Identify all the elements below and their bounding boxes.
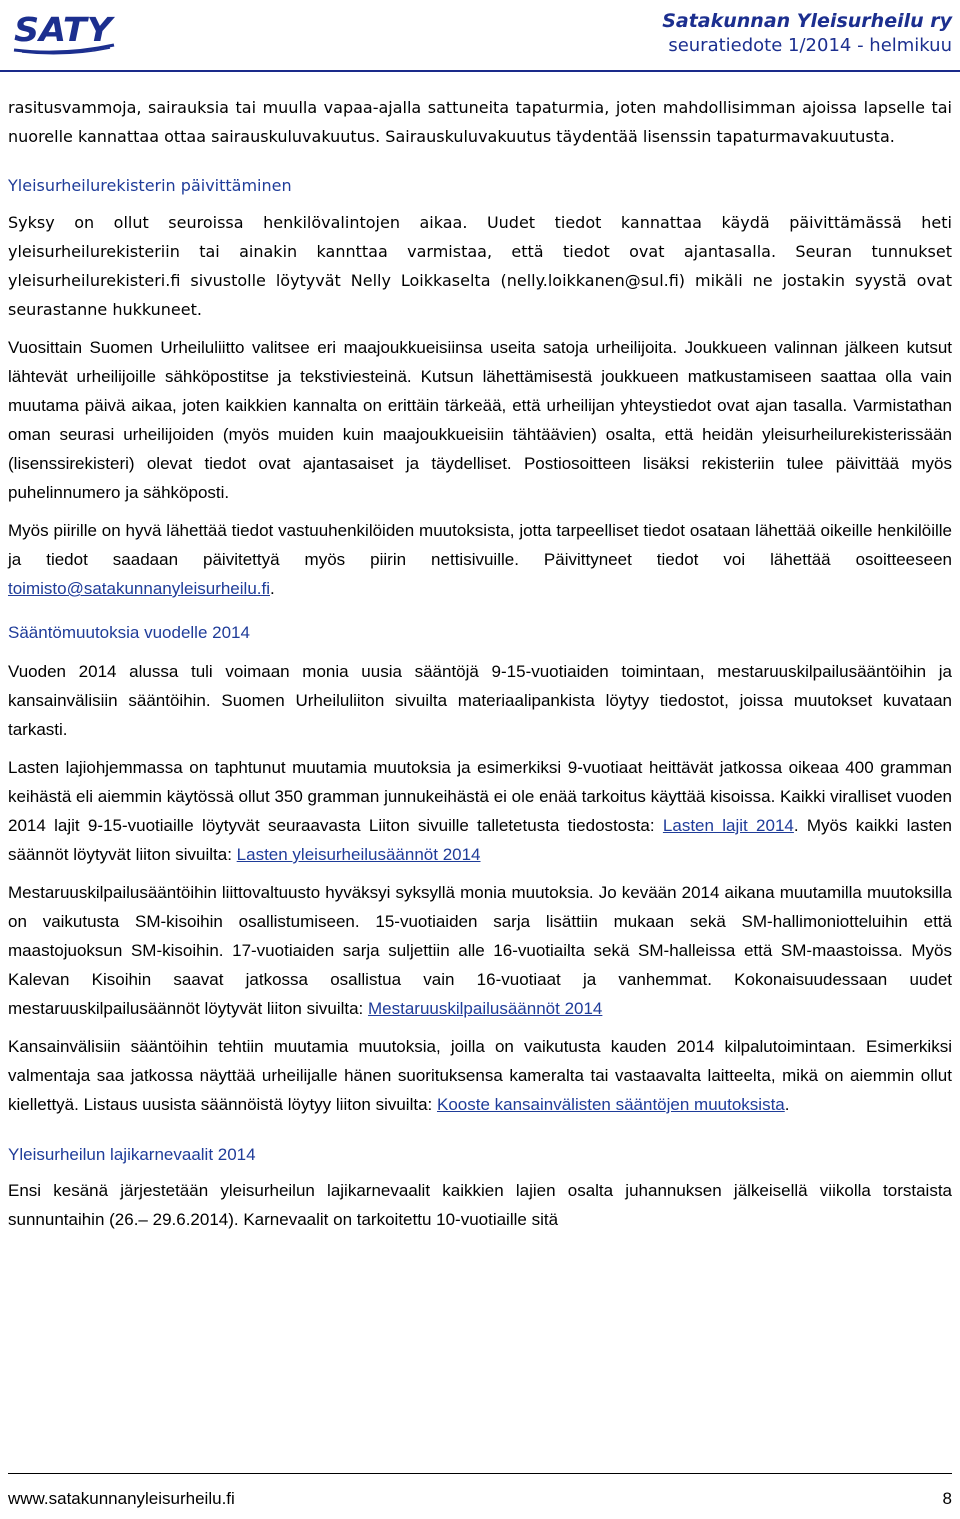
saannot-p2-text-2: . Myös kaikki lasten säännöt löytyvät liiton sivuilta:	[8, 816, 952, 864]
mestaruus-saannot-link[interactable]: Mestaruuskilpailusäännöt 2014	[368, 999, 603, 1018]
kansainvaliset-saannot-link[interactable]: Kooste kansainvälisten sääntöjen muutoksista	[436, 1095, 785, 1114]
karnevaalit-paragraph-1: Ensi kesänä järjestetään yleisurheilun lajikarnevaalit kaikkien lajien osalta juhannuksen jälkeisellä viikolla torstaista sunnuntaihin (26.– 29.6.2014). Karnevaalit on tarkoitettu 10-vuotiaille sitä	[8, 1181, 952, 1229]
saannot-p4-end: .	[784, 1095, 790, 1114]
organization-name: Satakunnan Yleisurheilu ry	[662, 10, 952, 32]
rekisteri-p1-body: Uudet tiedot kannattaa käydä päivittämässä heti yleisurheilurekisteriin tai ainakin kannttaa varmistaa, että tiedot ovat ajantasalla. Seuran tunnukset yleisurheilurekisteri.fi sivustolle löytyvät Nelly Loikkaselta (nelly.loikkanen@sul.fi) mikäli ne jostakin syystä ovat seurastanne hukkuneet.	[8, 213, 952, 319]
intro-paragraph: rasitusvammoja, sairauksia tai muulla vapaa-ajalla sattuneita tapaturmia, joten mahdollisimman ajoissa lapselle tai nuorelle kannattaa ottaa sairauskuluvakuutus. Sairauskuluvakuutus täydentää lisenssin tapaturmavakuutusta.	[8, 98, 952, 146]
rekisteri-paragraph-1	[8, 208, 952, 324]
rekisteri-paragraph-3	[8, 516, 952, 603]
section-heading-saannot: Sääntömuutoksia vuodelle 2014	[8, 623, 250, 642]
lasten-saannot-link[interactable]: Lasten yleisurheilusäännöt 2014	[236, 845, 481, 864]
saannot-paragraph-2	[8, 753, 952, 869]
section-heading-karnevaalit: Yleisurheilun lajikarnevaalit 2014	[8, 1145, 256, 1164]
saannot-paragraph-4	[8, 1032, 952, 1119]
newsletter-issue: seuratiedote 1/2014 - helmikuu	[668, 35, 952, 56]
page-content	[8, 93, 952, 1234]
header-org-block	[662, 9, 952, 58]
saannot-p3-text: Mestaruuskilpailusääntöihin liittovaltuusto hyväksyi syksyllä monia muutoksia. Jo kevään 2014 aikana muutamilla muutoksilla on vaikutusta SM-kisoihin osallistumiseen. 15-vuotiaiden sarja lisättiin mukaan sekä SM-hallimoniotteluihin että maastojuoksun SM-kisoihin. 17-vuotiaiden sarja suljettiin alle 16-vuotiailta sekä SM-halleissa että SM-maastoissa. Myös Kalevan Kisoihin saavat jatkossa osallistua vain 16-vuotiaat ja vanhemmat. Kokonaisuudessaan uudet mestaruuskilpailusäännöt löytyvät liiton sivuilta:	[8, 883, 952, 1018]
header-divider	[0, 70, 960, 72]
rekisteri-paragraph-2: Vuosittain Suomen Urheiluliitto valitsee eri maajoukkueisiinsa useita satoja urheilijoita. Joukkueen valinnan jälkeen kutsut lähtevät urheilijoille sähköpostitse ja tekstiviesteinä. Kutsun lähettämisestä joukkueen matkustamiseen saattaa olla vain muutama päivä aikaa, joten kaikkien kannalta on erittäin tärkeää, että urheilijan yhteystiedot ovat ajan tasalla. Varmistathan oman seurasi urheilijoiden (myös muiden kuin maajoukkueisiin tähtäävien) osalta, että heidän yleisurheilurekisterissään (lisenssirekisteri) olevat tiedot ovat ajantasaiset ja täydelliset. Postiosoitteen lisäksi rekisteriin tulee päivittää myös puhelinnumero ja sähköposti.	[8, 338, 952, 502]
saannot-paragraph-3	[8, 878, 952, 1023]
rekisteri-p1-lead: Syksy on ollut seuroissa henkilövalintojen aikaa.	[8, 213, 468, 232]
page-header	[0, 0, 960, 72]
saannot-p2-text: Lasten lajiohjemmassa on taphtunut muutamia muutoksia ja esimerkiksi 9-vuotiaat heittävät jatkossa oikeaa 400 gramman keihästä eli aiemmin käytössä ollut 350 gramman junnukeihästä ei ole enää tarkoitus käyttää kisoissa. Kaikki viralliset vuoden 2014 lajit 9-15-vuotiaille löytyvät seuraavasta Liiton sivuille talletetusta tiedostosta:	[8, 758, 952, 835]
section-heading-rekisteri: Yleisurheilurekisterin päivittäminen	[8, 176, 292, 195]
toimisto-email-link[interactable]: toimisto@satakunnanyleisurheilu.fi	[8, 579, 270, 598]
lasten-lajit-link[interactable]: Lasten lajit 2014	[662, 816, 794, 835]
logo-text: SATY	[14, 10, 116, 49]
rekisteri-p3-text: Myös piirille on hyvä lähettää tiedot vastuuhenkilöiden muutoksista, jotta tarpeelliset tiedot osataan lähettää oikeille henkilöille ja tiedot saadaan päivitettyä myös piirin nettisivuille. Päivittyneet tiedot voi lähettää osoitteeseen	[8, 521, 952, 569]
page-footer	[8, 1484, 952, 1514]
saannot-p4-text: Kansainvälisiin sääntöihin tehtiin muutamia muutoksia, joilla on vaikutusta kauden 2014 kilpalutoimintaan. Esimerkiksi valmentaja saa jatkossa näyttää urheilijalle hänen suorituksensa kameralta tai vastaavalta laitteelta, mikä on aiemmin ollut kiellettyä. Listaus uusista säännöistä löytyy liiton sivuilta:	[8, 1037, 952, 1114]
saannot-paragraph-1: Vuoden 2014 alussa tuli voimaan monia uusia sääntöjä 9-15-vuotiaiden toimintaan, mestaruuskilpailusääntöihin ja kansainvälisiin sääntöihin. Suomen Urheiluliiton sivuilta materiaalipankista löytyy tiedostot, joissa muutokset kuvataan tarkasti.	[8, 662, 952, 739]
footer-website-link[interactable]: www.satakunnanyleisurheilu.fi	[8, 1489, 235, 1508]
saty-logo	[12, 6, 116, 56]
page-number: 8	[942, 1489, 952, 1508]
footer-divider	[8, 1473, 952, 1474]
rekisteri-p3-end: .	[270, 579, 275, 598]
